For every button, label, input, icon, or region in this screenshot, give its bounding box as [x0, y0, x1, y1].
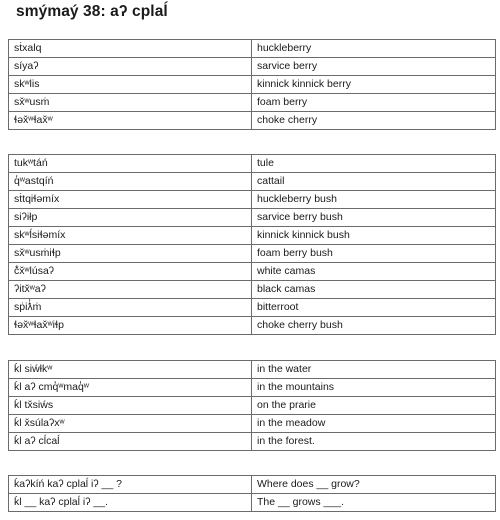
- salish-term: skʷlis: [9, 76, 252, 94]
- salish-term: ḱl x̌súlaʔxʷ: [9, 415, 252, 433]
- salish-term: sx̌ʷusṁiɬp: [9, 245, 252, 263]
- table-row: [9, 94, 496, 112]
- phrases-table: [8, 475, 496, 512]
- salish-term: ḱl aʔ cmq̓ʷmaq̓ʷ: [9, 379, 252, 397]
- salish-term: sx̌ʷusṁ: [9, 94, 252, 112]
- salish-term: sṫtqiɬəmíx: [9, 191, 252, 209]
- english-term: on the prarie: [252, 397, 496, 415]
- table-row: [9, 209, 496, 227]
- english-term: sarvice berry bush: [252, 209, 496, 227]
- english-term: choke cherry: [252, 112, 496, 130]
- table-row: [9, 76, 496, 94]
- salish-term: č̓x̌ʷlúsaʔ: [9, 263, 252, 281]
- plants-table: [8, 154, 496, 335]
- salish-term: ḱl __ kaʔ cplaĺ iʔ __.: [9, 494, 252, 512]
- salish-term: sṫxalq: [9, 40, 252, 58]
- english-term: tule: [252, 155, 496, 173]
- salish-term: síyaʔ: [9, 58, 252, 76]
- salish-term: ḱl tx̌siẃs: [9, 397, 252, 415]
- berries-table: [8, 39, 496, 130]
- english-term: foam berry: [252, 94, 496, 112]
- english-term: huckleberry bush: [252, 191, 496, 209]
- english-term: in the water: [252, 361, 496, 379]
- salish-term: ɬəx̌ʷɬax̌ʷiɬp: [9, 317, 252, 335]
- english-term: huckleberry: [252, 40, 496, 58]
- english-term: kinnick kinnick bush: [252, 227, 496, 245]
- salish-term: sṗiƛ̓ṁ: [9, 299, 252, 317]
- english-term: white camas: [252, 263, 496, 281]
- salish-term: siʔiłp: [9, 209, 252, 227]
- locations-table: [8, 360, 496, 451]
- salish-term: ɬəx̌ʷɬax̌ʷ: [9, 112, 252, 130]
- salish-term: ʔitx̌ʷaʔ: [9, 281, 252, 299]
- table-row: [9, 112, 496, 130]
- english-term: choke cherry bush: [252, 317, 496, 335]
- english-term: sarvice berry: [252, 58, 496, 76]
- table-row: [9, 227, 496, 245]
- table-row: [9, 299, 496, 317]
- table-row: [9, 415, 496, 433]
- english-term: in the mountains: [252, 379, 496, 397]
- english-term: bitterroot: [252, 299, 496, 317]
- salish-term: q̓ʷastqíń: [9, 173, 252, 191]
- table-row: [9, 281, 496, 299]
- english-term: in the forest.: [252, 433, 496, 451]
- english-term: Where does __ grow?: [252, 476, 496, 494]
- table-row: [9, 40, 496, 58]
- table-row: [9, 379, 496, 397]
- table-row: [9, 263, 496, 281]
- table-row: [9, 155, 496, 173]
- table-row: [9, 397, 496, 415]
- table-row: [9, 58, 496, 76]
- salish-term: ḱaʔkíń kaʔ cplaĺ iʔ __ ?: [9, 476, 252, 494]
- page-title: smýmaý 38: aʔ cplaĺ: [16, 3, 168, 20]
- salish-term: ḱl siẃłkʷ: [9, 361, 252, 379]
- table-row: [9, 173, 496, 191]
- english-term: black camas: [252, 281, 496, 299]
- english-term: in the meadow: [252, 415, 496, 433]
- english-term: kinnick kinnick berry: [252, 76, 496, 94]
- table-row: [9, 494, 496, 512]
- english-term: cattail: [252, 173, 496, 191]
- table-row: [9, 361, 496, 379]
- salish-term: tukʷtáń: [9, 155, 252, 173]
- table-row: [9, 433, 496, 451]
- table-row: [9, 476, 496, 494]
- english-term: The __ grows ___.: [252, 494, 496, 512]
- table-row: [9, 317, 496, 335]
- salish-term: ḱl aʔ cĺcaĺ: [9, 433, 252, 451]
- salish-term: skʷĺsiɬəmíx: [9, 227, 252, 245]
- table-row: [9, 245, 496, 263]
- table-row: [9, 191, 496, 209]
- english-term: foam berry bush: [252, 245, 496, 263]
